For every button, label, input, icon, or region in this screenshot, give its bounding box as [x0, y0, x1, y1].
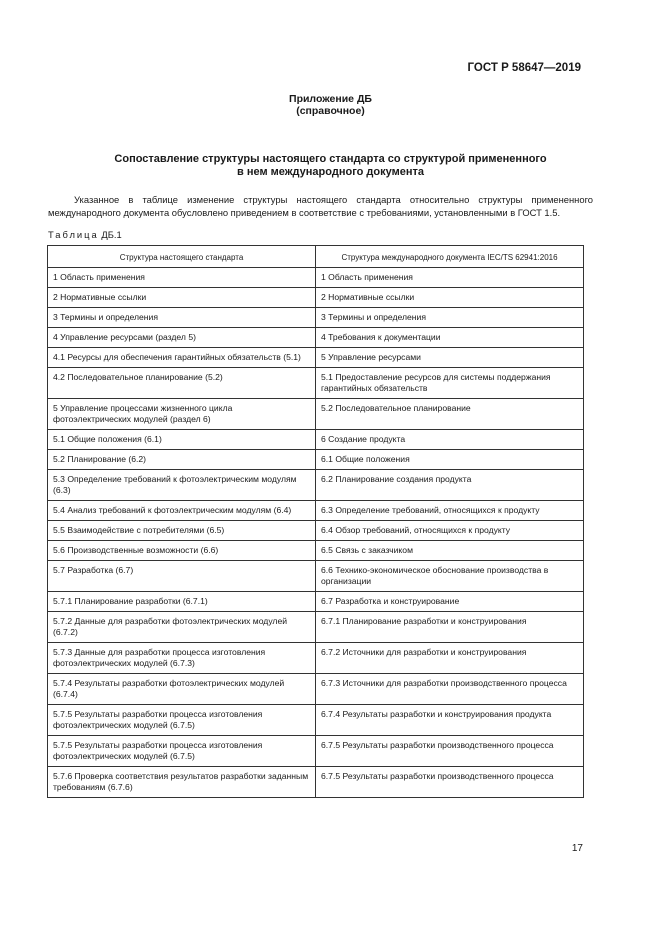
table-row: [48, 368, 584, 399]
cell-national-structure: 4 Управление ресурсами (раздел 5): [48, 328, 316, 348]
cell-international-structure: 6.7.5 Результаты разработки производственного процесса: [316, 767, 584, 798]
cell-international-structure: 6.7.2 Источники для разработки и конструирования: [316, 643, 584, 674]
annex-block: [0, 93, 661, 117]
cell-national-structure: 5.7.5 Результаты разработки процесса изготовления фотоэлектрических модулей (6.7.5): [48, 705, 316, 736]
table-row: [48, 643, 584, 674]
table-row: [48, 705, 584, 736]
cell-national-structure: 2 Нормативные ссылки: [48, 288, 316, 308]
table-row: [48, 561, 584, 592]
cell-international-structure: 6.7.3 Источники для разработки производственного процесса: [316, 674, 584, 705]
cell-national-structure: 5.7.2 Данные для разработки фотоэлектрических модулей (6.7.2): [48, 612, 316, 643]
cell-national-structure: 3 Термины и определения: [48, 308, 316, 328]
cell-international-structure: 3 Термины и определения: [316, 308, 584, 328]
cell-national-structure: 5.4 Анализ требований к фотоэлектрическим модулям (6.4): [48, 501, 316, 521]
cell-national-structure: 5.7.1 Планирование разработки (6.7.1): [48, 592, 316, 612]
table-row: [48, 674, 584, 705]
cell-national-structure: 5 Управление процессами жизненного цикла фотоэлектрических модулей (раздел 6): [48, 399, 316, 430]
table-row: [48, 348, 584, 368]
table-row: [48, 288, 584, 308]
table-caption: [48, 229, 122, 240]
page-number: 17: [571, 843, 583, 854]
annex-subtitle: (справочное): [296, 105, 365, 117]
heading-line-2: в нем международного документа: [237, 166, 424, 178]
cell-national-structure: 5.7.3 Данные для разработки процесса изготовления фотоэлектрических модулей (6.7.3): [48, 643, 316, 674]
table-row: [48, 430, 584, 450]
structure-comparison-table: [47, 245, 584, 798]
table-row: [48, 767, 584, 798]
cell-national-structure: 4.2 Последовательное планирование (5.2): [48, 368, 316, 399]
cell-national-structure: 4.1 Ресурсы для обеспечения гарантийных обязательств (5.1): [48, 348, 316, 368]
table-row: [48, 308, 584, 328]
table-row: [48, 592, 584, 612]
header-national-standard: Структура настоящего стандарта: [48, 246, 316, 268]
table-row: [48, 612, 584, 643]
cell-international-structure: 6.7.1 Планирование разработки и конструирования: [316, 612, 584, 643]
header-international-document: Структура международного документа IEC/TS 62941:2016: [316, 246, 584, 268]
cell-international-structure: 6.3 Определение требований, относящихся к продукту: [316, 501, 584, 521]
table-row: [48, 541, 584, 561]
cell-international-structure: 2 Нормативные ссылки: [316, 288, 584, 308]
cell-international-structure: 6.7 Разработка и конструирование: [316, 592, 584, 612]
cell-international-structure: 6.2 Планирование создания продукта: [316, 470, 584, 501]
table-row: [48, 736, 584, 767]
cell-national-structure: 5.7.6 Проверка соответствия результатов разработки заданным требованиям (6.7.6): [48, 767, 316, 798]
table-row: [48, 268, 584, 288]
cell-national-structure: 5.2 Планирование (6.2): [48, 450, 316, 470]
table-row: [48, 399, 584, 430]
annex-title: Приложение ДБ: [289, 93, 372, 105]
cell-international-structure: 6.4 Обзор требований, относящихся к продукту: [316, 521, 584, 541]
cell-international-structure: 5.2 Последовательное планирование: [316, 399, 584, 430]
cell-international-structure: 6.1 Общие положения: [316, 450, 584, 470]
intro-paragraph: Указанное в таблице изменение структуры настоящего стандарта относительно структуры примененного международного документа обусловлено приведением в соответствие с требованиями, установленными в ГОСТ 1.5.: [48, 194, 593, 218]
table-caption-word: Таблица: [48, 229, 99, 240]
table-row: [48, 521, 584, 541]
cell-national-structure: 5.6 Производственные возможности (6.6): [48, 541, 316, 561]
cell-national-structure: 5.5 Взаимодействие с потребителями (6.5): [48, 521, 316, 541]
cell-national-structure: 1 Область применения: [48, 268, 316, 288]
cell-international-structure: 6.7.4 Результаты разработки и конструирования продукта: [316, 705, 584, 736]
table-row: [48, 501, 584, 521]
cell-international-structure: 6.6 Технико-экономическое обоснование производства в организации: [316, 561, 584, 592]
cell-international-structure: 5.1 Предоставление ресурсов для системы поддержания гарантийных обязательств: [316, 368, 584, 399]
standard-code: ГОСТ Р 58647—2019: [467, 62, 581, 74]
section-heading: [60, 153, 601, 179]
cell-national-structure: 5.7.4 Результаты разработки фотоэлектрических модулей (6.7.4): [48, 674, 316, 705]
cell-international-structure: 6.7.5 Результаты разработки производственного процесса: [316, 736, 584, 767]
table-caption-number: ДБ.1: [101, 229, 122, 240]
cell-international-structure: 6 Создание продукта: [316, 430, 584, 450]
table-body: [48, 268, 584, 798]
table-row: [48, 450, 584, 470]
cell-national-structure: 5.1 Общие положения (6.1): [48, 430, 316, 450]
table-header-row: [48, 246, 584, 268]
cell-international-structure: 6.5 Связь с заказчиком: [316, 541, 584, 561]
cell-national-structure: 5.7 Разработка (6.7): [48, 561, 316, 592]
heading-line-1: Сопоставление структуры настоящего стандарта со структурой примененного: [114, 153, 547, 165]
table-row: [48, 470, 584, 501]
cell-national-structure: 5.3 Определение требований к фотоэлектрическим модулям (6.3): [48, 470, 316, 501]
cell-international-structure: 5 Управление ресурсами: [316, 348, 584, 368]
table-row: [48, 328, 584, 348]
cell-international-structure: 1 Область применения: [316, 268, 584, 288]
cell-national-structure: 5.7.5 Результаты разработки процесса изготовления фотоэлектрических модулей (6.7.5): [48, 736, 316, 767]
cell-international-structure: 4 Требования к документации: [316, 328, 584, 348]
